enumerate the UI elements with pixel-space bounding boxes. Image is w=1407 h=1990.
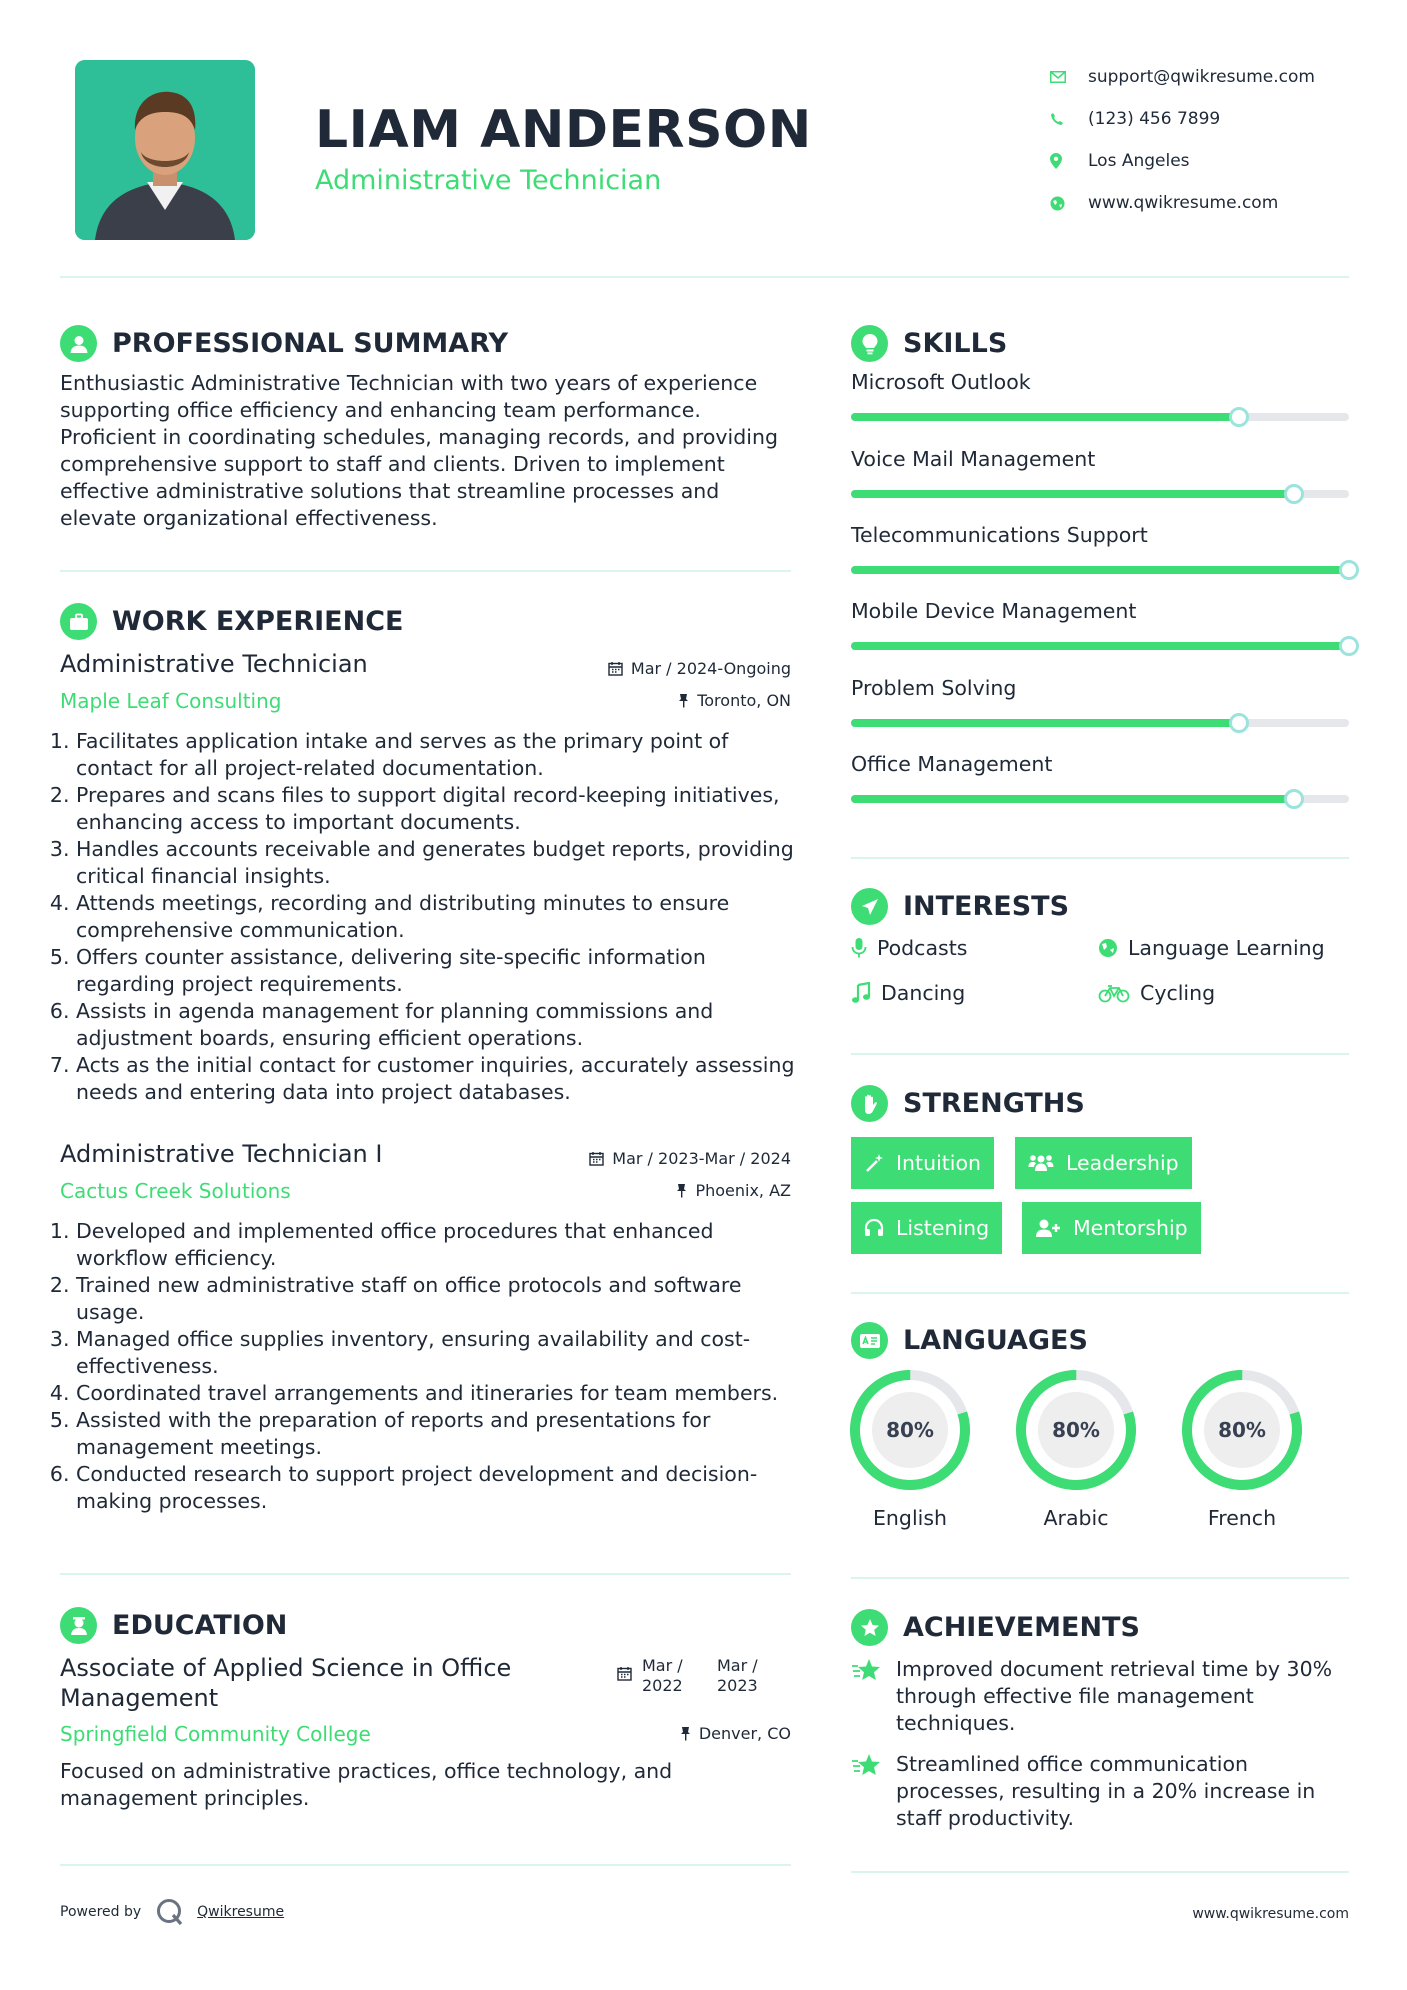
star-icon xyxy=(851,1656,896,1737)
list-item: 1. Developed and implemented office procedures that enhanced workflow efficiency. xyxy=(76,1218,798,1272)
strength-chip xyxy=(1015,1137,1192,1189)
interests-heading xyxy=(851,888,1069,925)
achievement-text: Streamlined office communication processes, resulting in a 20% increase in staff productivity. xyxy=(896,1752,1316,1830)
strengths-divider xyxy=(851,1292,1349,1294)
achievement-item xyxy=(851,1751,1351,1832)
skill-item xyxy=(851,447,1349,498)
contact-location xyxy=(1050,140,1370,182)
graduate-icon xyxy=(60,1607,97,1644)
user-plus-icon xyxy=(1035,1218,1061,1238)
language-progress-ring xyxy=(848,1368,972,1492)
hand-icon xyxy=(851,1085,888,1122)
skills-divider xyxy=(851,857,1349,859)
skill-bar-knob xyxy=(1339,636,1359,656)
strength-label: Intuition xyxy=(896,1151,982,1175)
skill-name: Telecommunications Support xyxy=(851,523,1148,547)
interest-label: Cycling xyxy=(1140,981,1216,1005)
skill-bar-fill xyxy=(851,566,1349,574)
job-2-company: Cactus Creek Solutions xyxy=(60,1179,291,1203)
contact-list xyxy=(1050,56,1370,224)
language-item xyxy=(1014,1368,1138,1530)
list-item: 4. Attends meetings, recording and distributing minutes to ensure comprehensive communication. xyxy=(76,890,798,944)
header-divider xyxy=(60,276,1349,278)
language-name: Arabic xyxy=(1043,1506,1109,1530)
education-start-month: Mar / xyxy=(642,1656,683,1675)
skill-bar xyxy=(851,795,1349,803)
skill-name: Microsoft Outlook xyxy=(851,370,1031,394)
skill-bar xyxy=(851,642,1349,650)
skill-bar xyxy=(851,719,1349,727)
job-1-location-text: Toronto, ON xyxy=(697,691,791,710)
skill-item xyxy=(851,752,1349,803)
language-name: French xyxy=(1207,1506,1277,1530)
education-description: Focused on administrative practices, office technology, and management principles. xyxy=(60,1759,673,1810)
achievement-item xyxy=(851,1656,1351,1737)
mail-icon xyxy=(1050,67,1088,87)
language-item xyxy=(1180,1368,1304,1530)
skill-bar-fill xyxy=(851,413,1239,421)
globe-icon xyxy=(1050,193,1088,213)
strength-chip xyxy=(851,1202,1002,1254)
calendar-icon xyxy=(589,1151,604,1166)
list-item: 5. Assisted with the preparation of reports and presentations for management meetings. xyxy=(76,1407,798,1461)
language-card-icon xyxy=(851,1322,888,1359)
languages-heading xyxy=(851,1322,1088,1359)
candidate-role: Administrative Technician xyxy=(315,165,662,196)
education-start-year: 2022 xyxy=(642,1676,683,1695)
interest-label: Podcasts xyxy=(877,936,968,960)
interest-item xyxy=(1098,981,1215,1005)
interests-title: INTERESTS xyxy=(903,891,1070,922)
calendar-icon xyxy=(617,1656,632,1696)
experience-heading xyxy=(60,603,403,640)
job-2-location-text: Phoenix, AZ xyxy=(695,1181,791,1200)
education-location xyxy=(520,1724,791,1743)
education-school: Springfield Community College xyxy=(60,1722,371,1746)
skill-bar-fill xyxy=(851,642,1349,650)
interest-item xyxy=(851,981,965,1005)
skill-name: Problem Solving xyxy=(851,676,1017,700)
education-end-month: Mar / xyxy=(717,1656,758,1675)
summary-divider xyxy=(60,570,791,572)
briefcase-icon xyxy=(60,603,97,640)
achievements-title: ACHIEVEMENTS xyxy=(903,1612,1140,1643)
skill-bar-fill xyxy=(851,795,1294,803)
strength-chip xyxy=(851,1137,994,1189)
education-heading xyxy=(60,1607,287,1644)
contact-phone-text: (123) 456 7899 xyxy=(1088,109,1221,129)
job-1-title: Administrative Technician xyxy=(60,650,368,678)
language-progress-ring xyxy=(1180,1368,1304,1492)
list-item: 5. Offers counter assistance, delivering site-specific information regarding project requirements. xyxy=(76,944,798,998)
list-item: 7. Acts as the initial contact for customer inquiries, accurately assessing needs and entering data into project databases. xyxy=(76,1052,798,1106)
education-dates xyxy=(617,1656,777,1696)
user-icon xyxy=(60,325,97,362)
contact-email-text: support@qwikresume.com xyxy=(1088,67,1315,87)
skill-name: Mobile Device Management xyxy=(851,599,1137,623)
skill-bar xyxy=(851,566,1349,574)
job-1-company: Maple Leaf Consulting xyxy=(60,689,282,713)
education-divider xyxy=(60,1864,791,1866)
language-percent: 80% xyxy=(886,1418,934,1442)
experience-title: WORK EXPERIENCE xyxy=(112,606,404,637)
list-item: 3. Managed office supplies inventory, ensuring availability and cost-effectiveness. xyxy=(76,1326,798,1380)
contact-website-text: www.qwikresume.com xyxy=(1088,193,1279,213)
job-1-dates xyxy=(520,659,791,678)
contact-phone[interactable] xyxy=(1050,98,1370,140)
job-2-dates xyxy=(520,1149,791,1168)
skill-bar-knob xyxy=(1339,560,1359,580)
interest-label: Language Learning xyxy=(1128,936,1325,960)
interest-label: Dancing xyxy=(881,981,966,1005)
globe-icon xyxy=(1098,938,1118,958)
strength-chip xyxy=(1022,1202,1201,1254)
contact-location-text: Los Angeles xyxy=(1088,151,1190,171)
language-item xyxy=(848,1368,972,1530)
star-badge-icon xyxy=(851,1609,888,1646)
education-location-text: Denver, CO xyxy=(698,1724,791,1743)
summary-text: Enthusiastic Administrative Technician with two years of experience supporting office efficiency and enhancing team performance. Proficient in coordinating schedules, managing records, and providing comprehensive support to staff and clients. Driven to implement effective administrative solutions that streamline processes and elevate organizational effectiveness. xyxy=(60,371,778,530)
skill-bar-fill xyxy=(851,719,1239,727)
list-item: 6. Conducted research to support project development and decision-making processes. xyxy=(76,1461,798,1515)
location-icon xyxy=(1050,151,1088,171)
calendar-icon xyxy=(608,661,623,676)
languages-divider xyxy=(851,1577,1349,1579)
candidate-name: LIAM ANDERSON xyxy=(315,100,812,160)
skill-item xyxy=(851,370,1349,421)
job-1-bullets xyxy=(58,728,798,1106)
pin-icon xyxy=(676,1183,687,1198)
education-title: EDUCATION xyxy=(112,1610,288,1641)
achievements-heading xyxy=(851,1609,1140,1646)
contact-email[interactable] xyxy=(1050,56,1370,98)
skill-bar-knob xyxy=(1284,789,1304,809)
job-2-location xyxy=(520,1181,791,1200)
achievements-divider xyxy=(851,1871,1349,1873)
skills-title: SKILLS xyxy=(903,328,1008,359)
list-item: 4. Coordinated travel arrangements and itineraries for team members. xyxy=(76,1380,798,1407)
qwikresume-logo-icon xyxy=(155,1897,185,1927)
skill-bar-fill xyxy=(851,490,1294,498)
list-item: 3. Handles accounts receivable and generates budget reports, providing critical financial insights. xyxy=(76,836,798,890)
footer-powered-by xyxy=(60,1897,284,1927)
experience-divider xyxy=(60,1573,791,1575)
list-item: 6. Assists in agenda management for planning commissions and adjustment boards, ensuring efficient operations. xyxy=(76,998,798,1052)
language-percent: 80% xyxy=(1218,1418,1266,1442)
list-item: 2. Trained new administrative staff on office protocols and software usage. xyxy=(76,1272,798,1326)
job-2-bullets xyxy=(58,1218,798,1515)
skills-heading xyxy=(851,325,1007,362)
skill-item xyxy=(851,523,1349,574)
education-degree: Associate of Applied Science in Office Management xyxy=(60,1654,512,1712)
language-percent: 80% xyxy=(1052,1418,1100,1442)
music-note-icon xyxy=(851,982,871,1004)
microphone-icon xyxy=(851,937,867,959)
footer-url[interactable]: www.qwikresume.com xyxy=(1192,1906,1349,1922)
skill-item xyxy=(851,676,1349,727)
job-1-dates-text: Mar / 2024-Ongoing xyxy=(630,659,791,678)
powered-by-label: Powered by xyxy=(60,1904,142,1920)
lightbulb-icon xyxy=(851,325,888,362)
list-item: 1. Facilitates application intake and serves as the primary point of contact for all project-related documentation. xyxy=(76,728,798,782)
pin-icon xyxy=(680,1726,691,1741)
skill-name: Office Management xyxy=(851,752,1053,776)
interests-divider xyxy=(851,1053,1349,1055)
strength-label: Mentorship xyxy=(1073,1216,1188,1240)
job-1-location xyxy=(520,691,791,710)
skill-name: Voice Mail Management xyxy=(851,447,1096,471)
star-icon xyxy=(851,1751,896,1832)
summary-heading xyxy=(60,325,508,362)
skill-bar-knob xyxy=(1229,407,1249,427)
headphones-icon xyxy=(864,1218,884,1238)
skill-bar xyxy=(851,490,1349,498)
skill-bar xyxy=(851,413,1349,421)
education-end-year: 2023 xyxy=(717,1676,758,1695)
skill-item xyxy=(851,599,1349,650)
strength-label: Listening xyxy=(896,1216,990,1240)
qwikresume-link[interactable]: Qwikresume xyxy=(197,1904,285,1920)
strengths-title: STRENGTHS xyxy=(903,1088,1085,1119)
languages-title: LANGUAGES xyxy=(903,1325,1088,1356)
paper-plane-icon xyxy=(851,888,888,925)
education-start xyxy=(642,1656,702,1696)
contact-website[interactable] xyxy=(1050,182,1370,224)
job-2-title: Administrative Technician I xyxy=(60,1140,383,1168)
phone-icon xyxy=(1050,109,1088,129)
achievement-text: Improved document retrieval time by 30% through effective file management techniques. xyxy=(896,1657,1333,1735)
bicycle-icon xyxy=(1098,983,1130,1003)
language-progress-ring xyxy=(1014,1368,1138,1492)
strengths-heading xyxy=(851,1085,1085,1122)
strength-label: Leadership xyxy=(1066,1151,1179,1175)
skill-bar-knob xyxy=(1229,713,1249,733)
profile-photo xyxy=(75,60,255,240)
job-2-dates-text: Mar / 2023-Mar / 2024 xyxy=(612,1149,791,1168)
group-icon xyxy=(1028,1153,1054,1173)
summary-title: PROFESSIONAL SUMMARY xyxy=(112,328,509,359)
skill-bar-knob xyxy=(1284,484,1304,504)
interest-item xyxy=(1098,936,1325,960)
interest-item xyxy=(851,936,967,960)
language-name: English xyxy=(872,1506,948,1530)
list-item: 2. Prepares and scans files to support digital record-keeping initiatives, enhancing access to important documents. xyxy=(76,782,798,836)
education-end xyxy=(717,1656,777,1696)
pin-icon xyxy=(678,693,689,708)
magic-wand-icon xyxy=(864,1153,884,1173)
